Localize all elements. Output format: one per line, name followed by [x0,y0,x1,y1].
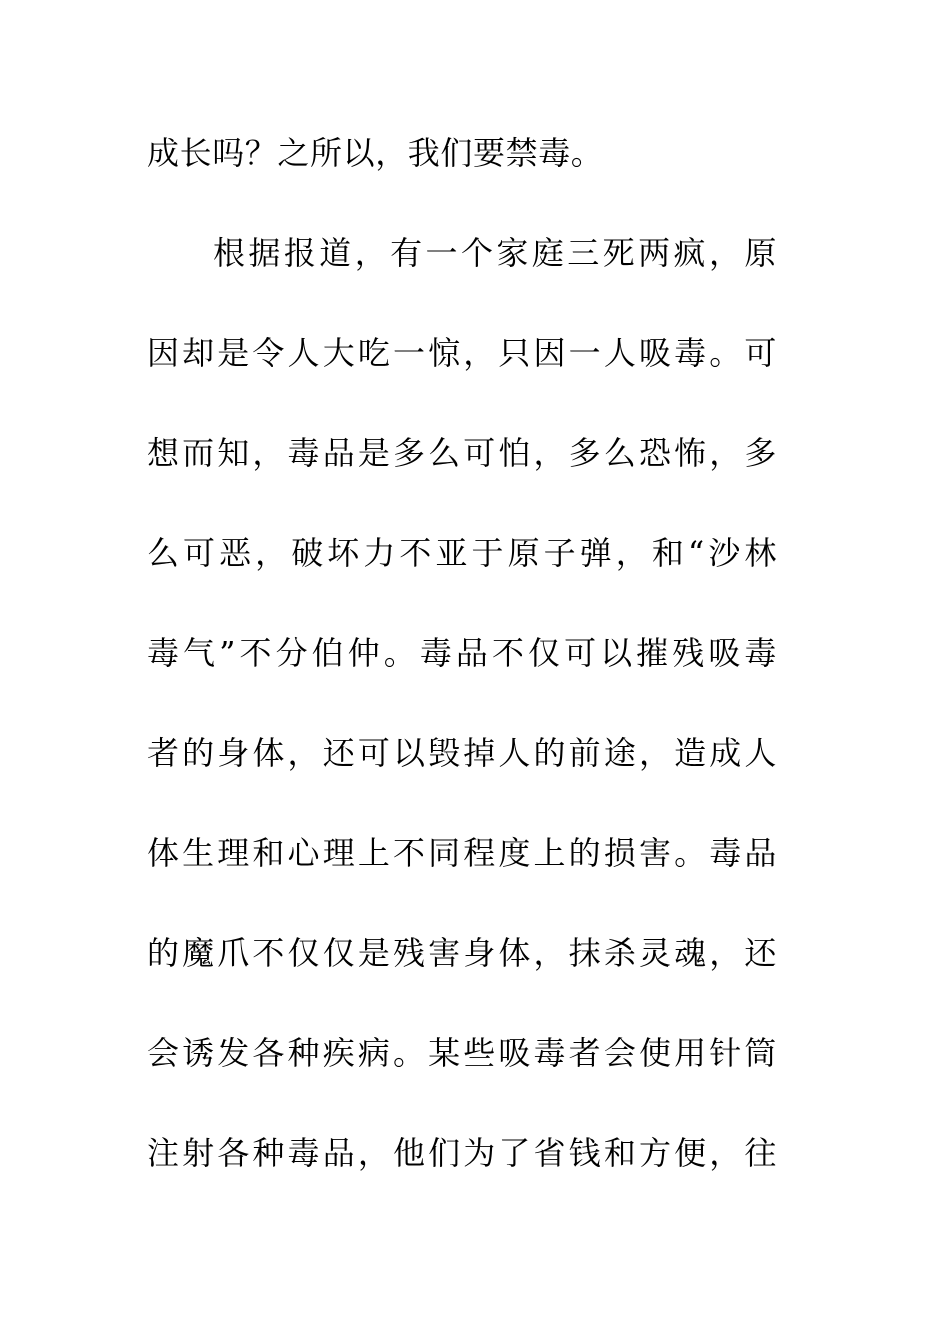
paragraph-line: 注射各种毒品，他们为了省钱和方便，往 [147,1134,777,1172]
paragraph-line: 因却是令人大吃一惊，只因一人吸毒。可 [147,334,777,372]
paragraph-line: 体生理和心理上不同程度上的损害。毒品 [147,834,777,872]
paragraph-line: 者的身体，还可以毁掉人的前途，造成人 [147,734,777,772]
paragraph-line: 么可恶，破坏力不亚于原子弹，和“沙林 [147,534,777,572]
paragraph-line: 的魔爪不仅仅是残害身体，抹杀灵魂，还 [147,934,777,972]
paragraph-line: 成长吗？之所以，我们要禁毒。 [147,134,604,172]
paragraph-line: 想而知，毒品是多么可怕，多么恐怖，多 [147,434,777,472]
paragraph-line: 根据报道，有一个家庭三死两疯，原 [213,234,777,272]
paragraph-line: 毒气”不分伯仲。毒品不仅可以摧残吸毒 [147,634,777,672]
paragraph-line: 会诱发各种疾病。某些吸毒者会使用针筒 [147,1034,777,1072]
